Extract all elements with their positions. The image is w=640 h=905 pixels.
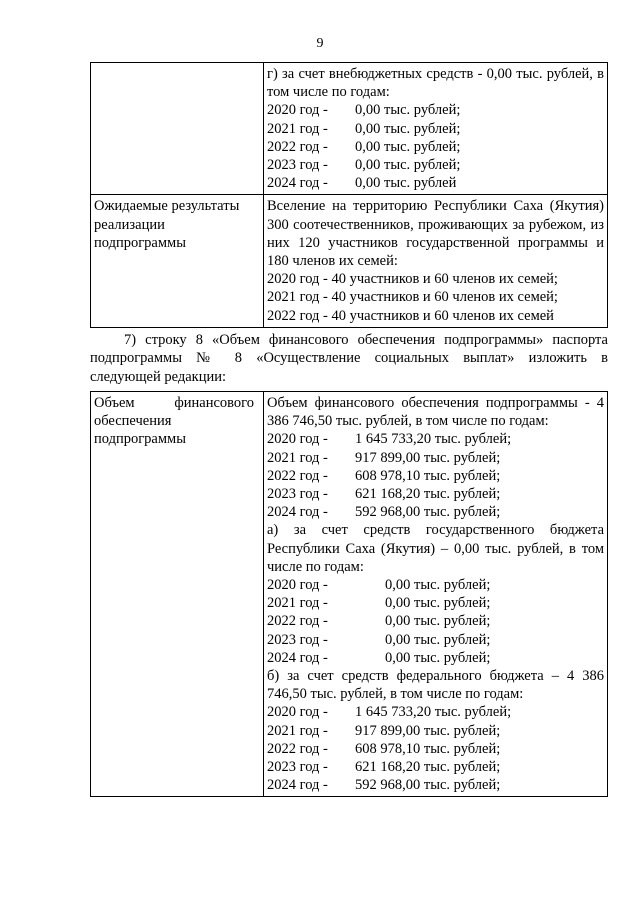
year-line: [267, 138, 604, 156]
table-row: [91, 195, 608, 327]
year-line: [267, 430, 604, 448]
table-cell-funding: [264, 392, 608, 797]
table-row: [91, 392, 608, 797]
funding-table: [90, 391, 608, 797]
year-amount: 1 645 733,20 тыс. рублей;: [355, 704, 512, 721]
page-number: 9: [316, 36, 324, 51]
year-line: [267, 631, 604, 649]
year-amount: 592 968,00 тыс. рублей;: [355, 504, 501, 521]
year-label: 2024 год -: [267, 504, 328, 521]
paragraph-line: следующей редакции:: [90, 368, 227, 385]
year-line: [267, 503, 604, 521]
year-amount: 621 168,20 тыс. рублей;: [355, 759, 501, 776]
year-amount: 1 645 733,20 тыс. рублей;: [355, 431, 512, 448]
year-label: 2024 год -: [267, 175, 328, 192]
table-row: [91, 63, 608, 195]
year-label: 2023 год -: [267, 631, 328, 648]
year-amount: 0,00 тыс. рублей;: [355, 102, 461, 119]
year-label: 2022 год -: [267, 467, 328, 484]
year-amount: 608 978,10 тыс. рублей;: [355, 740, 501, 757]
year-line: [267, 594, 604, 612]
result-line: 2020 год - 40 участников и 60 членов их семей;: [267, 271, 558, 288]
year-line: [267, 722, 604, 740]
year-amount: 0,00 тыс. рублей;: [385, 613, 491, 630]
year-label: 2023 год -: [267, 486, 328, 503]
year-label: 2024 год -: [267, 777, 328, 794]
table-cell-offbudget: [264, 63, 608, 195]
year-label: 2021 год -: [267, 449, 328, 466]
year-amount: 0,00 тыс. рублей: [355, 175, 457, 192]
year-amount: 917 899,00 тыс. рублей;: [355, 449, 501, 466]
year-line: [267, 120, 604, 138]
year-line: [267, 758, 604, 776]
table-cell-results: [264, 195, 608, 327]
year-label: 2020 год -: [267, 577, 328, 594]
funding-intro: Объем финансового обеспечения подпрограммы - 4 386 746,50 тыс. рублей, в том числе по годам:: [267, 395, 604, 430]
year-label: 2020 год -: [267, 704, 328, 721]
result-line: 2021 год - 40 участников и 60 членов их семей;: [267, 289, 558, 306]
year-label: 2022 год -: [267, 138, 328, 155]
expected-results-text: Вселение на территорию Республики Саха (Якутия) 300 соотечественников, проживающих за рубежом, из них 120 участников государственной программы и 180 членов их семей:: [267, 198, 604, 270]
year-label: 2020 год -: [267, 102, 328, 119]
year-label: 2021 год -: [267, 120, 328, 137]
year-line: [267, 776, 604, 794]
funding-label: Объем финансового обеспечения подпрограммы: [94, 395, 254, 448]
expected-results-label: Ожидаемые результаты реализации подпрограммы: [94, 198, 240, 251]
offbudget-intro: г) за счет внебюджетных средств - 0,00 тыс. рублей, в том числе по годам:: [267, 66, 604, 101]
year-amount: 621 168,20 тыс. рублей;: [355, 486, 501, 503]
year-label: 2022 год -: [267, 740, 328, 757]
year-line: [267, 576, 604, 594]
federal-budget-intro: б) за счет средств федерального бюджета – 4 386 746,50 тыс. рублей, в том числе по годам:: [267, 668, 604, 703]
amendment-paragraph: [90, 331, 608, 386]
year-line: [267, 467, 604, 485]
result-line: 2022 год - 40 участников и 60 членов их семей: [267, 307, 554, 324]
year-line: [267, 612, 604, 630]
year-amount: 0,00 тыс. рублей;: [385, 577, 491, 594]
year-line: [267, 485, 604, 503]
year-line: [267, 101, 604, 119]
year-line: [267, 649, 604, 667]
year-label: 2021 год -: [267, 595, 328, 612]
year-amount: 0,00 тыс. рублей;: [385, 649, 491, 666]
year-label: 2023 год -: [267, 157, 328, 174]
paragraph-line: 7) строку 8 «Объем финансового обеспечения подпрограммы» паспорта: [124, 332, 608, 348]
table-cell-label: [91, 195, 264, 327]
year-amount: 917 899,00 тыс. рублей;: [355, 722, 501, 739]
year-amount: 0,00 тыс. рублей;: [355, 157, 461, 174]
year-label: 2024 год -: [267, 649, 328, 666]
year-label: 2023 год -: [267, 759, 328, 776]
year-amount: 592 968,00 тыс. рублей;: [355, 777, 501, 794]
year-line: [267, 740, 604, 758]
table-cell-label: [91, 392, 264, 797]
table-cell-empty: [91, 63, 264, 195]
year-label: 2022 год -: [267, 613, 328, 630]
passport-table-continued: [90, 62, 608, 328]
year-amount: 0,00 тыс. рублей;: [385, 631, 491, 648]
paragraph-line: подпрограммы № 8 «Осуществление социальных выплат» изложить в: [90, 350, 608, 367]
year-label: 2021 год -: [267, 722, 328, 739]
year-amount: 0,00 тыс. рублей;: [385, 595, 491, 612]
year-amount: 0,00 тыс. рублей;: [355, 138, 461, 155]
year-amount: 608 978,10 тыс. рублей;: [355, 467, 501, 484]
year-line: [267, 449, 604, 467]
year-line: [267, 703, 604, 721]
year-line: [267, 156, 604, 174]
state-budget-intro: а) за счет средств государственного бюджета Республики Саха (Якутия) – 0,00 тыс. рублей, в том числе по годам:: [267, 522, 604, 575]
year-label: 2020 год -: [267, 431, 328, 448]
year-line: [267, 174, 604, 192]
year-amount: 0,00 тыс. рублей;: [355, 120, 461, 137]
